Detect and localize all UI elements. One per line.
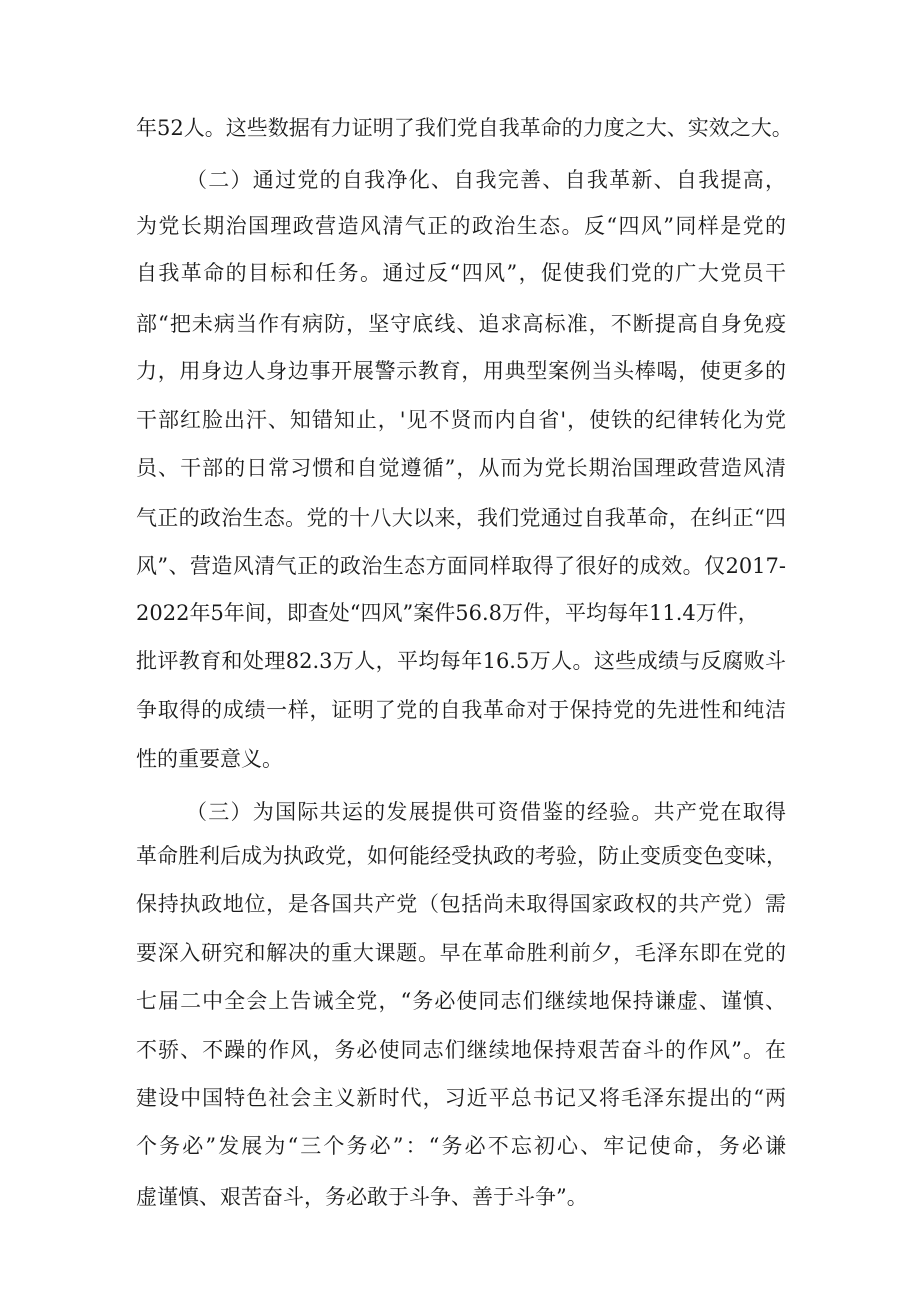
text-line-15: （三）为国际共运的发展提供可资借鉴的经验。共产党在取得: [186, 800, 786, 824]
text-line-9: 气正的政治生态。党的十八大以来，我们党通过自我革命，在纠正“四: [136, 506, 786, 530]
text-line-4: 自我革命的目标和任务。通过反“四风”，促使我们党的广大党员干: [136, 261, 786, 285]
text-line-17: 保持执政地位，是各国共产党（包括尚未取得国家政权的共产党）需: [136, 892, 786, 916]
text-line-21: 建设中国特色社会主义新时代，习近平总书记又将毛泽东提出的“两: [136, 1086, 786, 1110]
text-line-3: 为党长期治国理政营造风清气正的政治生态。反“四风”同样是党的: [136, 214, 786, 238]
text-line-18: 要深入研究和解决的重大课题。早在革命胜利前夕，毛泽东即在党的: [136, 941, 786, 965]
text-line-14: 性的重要意义。: [136, 747, 283, 771]
text-line-16: 革命胜利后成为执政党，如何能经受执政的考验，防止变质变色变味，: [136, 844, 787, 868]
text-line-8: 员、干部的日常习惯和自觉遵循”，从而为党长期治国理政营造风清: [136, 456, 786, 480]
text-line-7: 干部红脸出汗、知错知止，'见不贤而内自省'，使铁的纪律转化为党: [136, 408, 786, 432]
text-line-19: 七届二中全会上告诫全党，“务必使同志们继续地保持谦虚、谨慎、: [136, 989, 786, 1013]
text-line-1: 年52人。这些数据有力证明了我们党自我革命的力度之大、实效之大。: [136, 116, 793, 140]
text-line-12: 批评教育和处理82.3万人，平均每年16.5万人。这些成绩与反腐败斗: [136, 649, 786, 673]
text-line-10: 风”、营造风清气正的政治生态方面同样取得了很好的成效。仅2017-: [136, 554, 786, 578]
text-line-2: （二）通过党的自我净化、自我完善、自我革新、自我提高，: [186, 168, 786, 192]
text-line-6: 力，用身边人身边事开展警示教育，用典型案例当头棒喝，使更多的: [136, 359, 786, 383]
text-line-22: 个务必”发展为“三个务必”：“务必不忘初心、牢记使命，务必谦: [136, 1134, 786, 1158]
text-line-23: 虚谨慎、艰苦奋斗，务必敢于斗争、善于斗争”。: [136, 1185, 588, 1209]
text-line-13: 争取得的成绩一样，证明了党的自我革命对于保持党的先进性和纯洁: [136, 698, 786, 722]
text-line-11: 2022年5年间，即查处“四风”案件56.8万件，平均每年11.4万件，: [136, 601, 759, 625]
text-line-20: 不骄、不躁的作风，务必使同志们继续地保持艰苦奋斗的作风”。在: [136, 1038, 786, 1062]
text-line-5: 部“把未病当作有病防，坚守底线、追求高标准，不断提高自身免疫: [136, 312, 786, 336]
